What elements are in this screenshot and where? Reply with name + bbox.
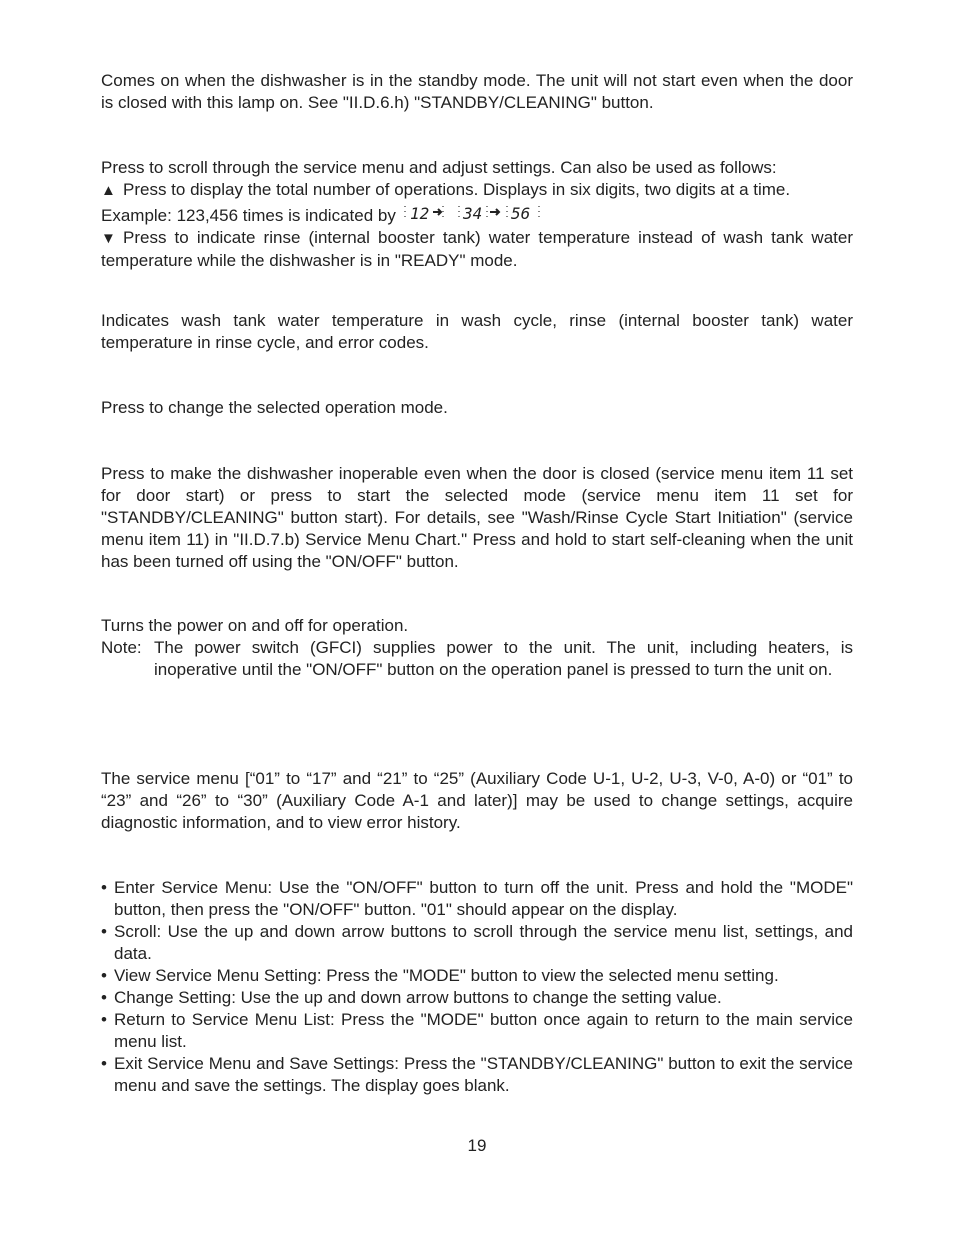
note-text: The power switch (GFCI) supplies power to the unit. The unit, including heaters, is inoperative until the "ON/OFF" button on the operation panel is pressed to turn the unit on. xyxy=(154,638,853,679)
list-item: • Change Setting: Use the up and down arrow buttons to change the setting value. xyxy=(101,987,853,1009)
list-item: • Enter Service Menu: Use the "ON/OFF" button to turn off the unit. Press and hold the "MODE" button, then press the "ON/OFF" button. "01" should appear on the display. xyxy=(101,877,853,921)
segment-display-sequence-icon xyxy=(401,202,543,224)
up-triangle-icon: ▲ xyxy=(101,182,116,199)
list-item: • Scroll: Use the up and down arrow buttons to scroll through the service menu list, settings, and data. xyxy=(101,921,853,965)
list-item: • Exit Service Menu and Save Settings: Press the "STANDBY/CLEANING" button to exit the service menu and save the settings. The display goes blank. xyxy=(101,1053,853,1097)
mode-button-description xyxy=(101,397,853,419)
service-menu-instructions xyxy=(101,877,853,1097)
service-menu-text: The service menu [“01” to “17” and “21” to “25” (Auxiliary Code U-1, U-2, U-3, V-0, A-0) or “01” to “23” and “26” to “30” (Auxiliary Code A-1 and later)] may be used to change settings, acquire diagnostic information, and to view error history. xyxy=(101,769,853,832)
arrow-right-icon xyxy=(433,209,441,215)
standby-lamp-text: Comes on when the dishwasher is in the standby mode. The unit will not start even when the door is closed with this lamp on. See "II.D.6.h) "STANDBY/CLEANING" button. xyxy=(101,71,853,112)
down-arrow-text: Press to indicate rinse (internal booster tank) water temperature instead of wash tank water temperature while the dishwasher is in "READY" mode. xyxy=(101,228,853,270)
example-line xyxy=(101,202,853,227)
mode-button-text: Press to change the selected operation mode. xyxy=(101,398,448,417)
up-arrow-line xyxy=(101,179,853,202)
arrow-buttons-intro: Press to scroll through the service menu and adjust settings. Can also be used as follows: xyxy=(101,158,777,177)
standby-button-description xyxy=(101,463,853,573)
up-arrow-text: Press to display the total number of operations. Displays in six digits, two digits at a time. xyxy=(123,180,791,199)
down-arrow-line xyxy=(101,227,853,272)
down-triangle-icon: ▼ xyxy=(101,230,116,247)
arrow-right-icon xyxy=(490,209,499,215)
list-item: • Return to Service Menu List: Press the "MODE" button once again to return to the main service menu list. xyxy=(101,1009,853,1053)
arrow-buttons-description xyxy=(101,157,853,272)
page-number: 19 xyxy=(467,1136,487,1155)
standby-lamp-description xyxy=(101,70,853,114)
digits-56: 56 xyxy=(510,204,530,223)
digits-34: 34 xyxy=(462,204,482,223)
service-menu-description xyxy=(101,768,853,834)
digits-12: 12 xyxy=(409,204,429,223)
onoff-button-description xyxy=(101,615,853,681)
display-text: Indicates wash tank water temperature in wash cycle, rinse (internal booster tank) water temperature in rinse cycle, and error codes. xyxy=(101,311,853,352)
standby-button-text: Press to make the dishwasher inoperable even when the door is closed (service menu item 11 set for door start) or press to start the selected mode (service menu item 11 set for "STANDBY/CLEANING" button start). For details, see "Wash/Rinse Cycle Start Initiation" (service menu item 11) in "II.D.7.b) Service Menu Chart." Press and hold to start self-cleaning when the unit has been turned off using the "ON/OFF" button. xyxy=(101,464,853,571)
example-text: Example: 123,456 times is indicated by xyxy=(101,206,396,225)
onoff-button-text: Turns the power on and off for operation. xyxy=(101,616,409,635)
display-description xyxy=(101,310,853,354)
note-label: Note: xyxy=(101,638,142,657)
onoff-note xyxy=(101,637,853,681)
list-item: • View Service Menu Setting: Press the "MODE" button to view the selected menu setting. xyxy=(101,965,853,987)
